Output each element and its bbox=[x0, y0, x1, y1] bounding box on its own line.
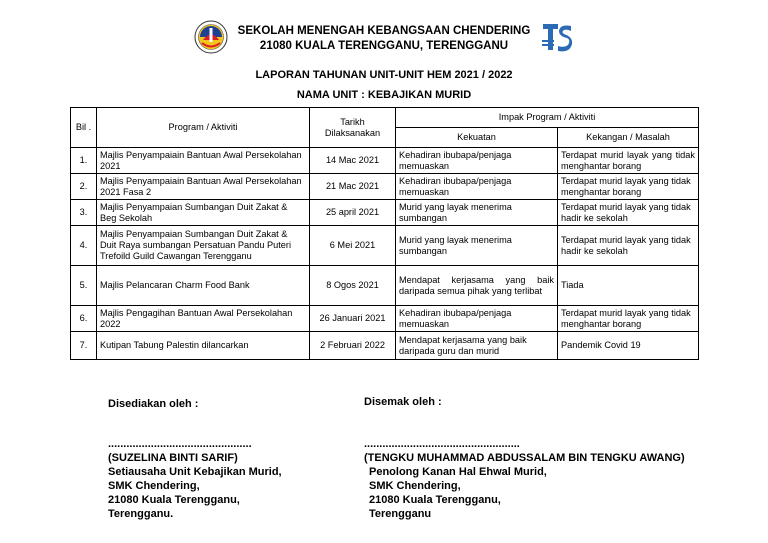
cell-program: Majlis Penyampaian Sumbangan Duit Zakat & Beg Sekolah bbox=[97, 200, 310, 226]
cell-program: Majlis Penyampaian Sumbangan Duit Zakat & Duit Raya sumbangan Persatuan Pandu Puteri Trefoild Guild Cawangan Terengganu bbox=[97, 226, 310, 266]
school-header bbox=[228, 24, 540, 54]
checked-by-block bbox=[364, 395, 685, 521]
prepared-by-block bbox=[108, 397, 282, 521]
cell-kekuatan: Kehadiran ibubapa/penjaga memuaskan bbox=[396, 174, 558, 200]
cell-kekuatan: Kehadiran ibubapa/penjaga memuaskan bbox=[396, 148, 558, 174]
header-program: Program / Aktiviti bbox=[97, 108, 310, 148]
checked-state: Terengganu bbox=[369, 508, 432, 520]
signature-dotted-line: ................................................... bbox=[364, 438, 520, 450]
table-row bbox=[71, 332, 699, 360]
header-kekangan: Kekangan / Masalah bbox=[558, 128, 699, 148]
cell-tarikh: 2 Februari 2022 bbox=[310, 332, 396, 360]
cell-bil: 6. bbox=[71, 306, 97, 332]
cell-kekangan: Terdapat murid layak yang tidak menghantar borang bbox=[558, 306, 699, 332]
checked-city: 21080 Kuala Terengganu, bbox=[369, 494, 501, 506]
cell-kekangan: Terdapat murid layak yang tidak menghantar borang bbox=[558, 174, 699, 200]
cell-tarikh: 21 Mac 2021 bbox=[310, 174, 396, 200]
activity-table bbox=[70, 107, 699, 360]
cell-bil: 2. bbox=[71, 174, 97, 200]
table-row bbox=[71, 174, 699, 200]
cell-kekuatan: Mendapat kerjasama yang baik daripada guru dan murid bbox=[396, 332, 558, 360]
cell-tarikh: 6 Mei 2021 bbox=[310, 226, 396, 266]
cell-program: Majlis Pelancaran Charm Food Bank bbox=[97, 266, 310, 306]
cell-kekuatan: Murid yang layak menerima sumbangan bbox=[396, 200, 558, 226]
cell-kekuatan: Kehadiran ibubapa/penjaga memuaskan bbox=[396, 306, 558, 332]
cell-tarikh: 25 april 2021 bbox=[310, 200, 396, 226]
cell-program: Majlis Penyampaiain Bantuan Awal Persekolahan 2021 bbox=[97, 148, 310, 174]
cell-bil: 5. bbox=[71, 266, 97, 306]
signature-dotted-line: ............................................... bbox=[108, 438, 252, 450]
prepared-school: SMK Chendering, bbox=[108, 480, 200, 492]
cell-kekuatan: Mendapat kerjasama yang baik daripada semua pihak yang terlibat bbox=[396, 266, 558, 306]
cell-kekangan: Terdapat murid layak yang tidak hadir ke sekolah bbox=[558, 226, 699, 266]
cell-bil: 7. bbox=[71, 332, 97, 360]
unit-name: NAMA UNIT : KEBAJIKAN MURID bbox=[296, 89, 472, 101]
prepared-name: (SUZELINA BINTI SARIF) bbox=[108, 452, 238, 464]
header-impak: Impak Program / Aktiviti bbox=[396, 108, 699, 128]
cell-kekangan: Tiada bbox=[558, 266, 699, 306]
ts-emblem-icon bbox=[540, 20, 574, 54]
school-address: 21080 KUALA TERENGGANU, TERENGGANU bbox=[259, 40, 509, 52]
cell-tarikh: 8 Ogos 2021 bbox=[310, 266, 396, 306]
table-row bbox=[71, 148, 699, 174]
table-row bbox=[71, 306, 699, 332]
cell-program: Majlis Penyampaiain Bantuan Awal Persekolahan 2021 Fasa 2 bbox=[97, 174, 310, 200]
cell-kekangan: Terdapat murid layak yang tidak menghantar borang bbox=[558, 148, 699, 174]
prepared-position: Setiausaha Unit Kebajikan Murid, bbox=[108, 466, 282, 478]
cell-kekangan: Terdapat murid layak yang tidak hadir ke sekolah bbox=[558, 200, 699, 226]
cell-tarikh: 14 Mac 2021 bbox=[310, 148, 396, 174]
prepared-label: Disediakan oleh : bbox=[108, 398, 199, 410]
school-name: SEKOLAH MENENGAH KEBANGSAAN CHENDERING bbox=[237, 25, 531, 37]
cell-bil: 3. bbox=[71, 200, 97, 226]
cell-kekuatan: Murid yang layak menerima sumbangan bbox=[396, 226, 558, 266]
cell-bil: 4. bbox=[71, 226, 97, 266]
header-kekuatan: Kekuatan bbox=[396, 128, 558, 148]
prepared-state: Terengganu. bbox=[108, 508, 174, 520]
cell-bil: 1. bbox=[71, 148, 97, 174]
report-heading bbox=[0, 68, 768, 102]
checked-position: Penolong Kanan Hal Ehwal Murid, bbox=[369, 466, 547, 478]
cell-program: Majlis Pengagihan Bantuan Awal Persekolahan 2022 bbox=[97, 306, 310, 332]
prepared-city: 21080 Kuala Terengganu, bbox=[108, 494, 240, 506]
checked-school: SMK Chendering, bbox=[369, 480, 461, 492]
header-bil: Bil . bbox=[71, 108, 97, 148]
table-row bbox=[71, 226, 699, 266]
cell-kekangan: Pandemik Covid 19 bbox=[558, 332, 699, 360]
school-crest-icon bbox=[194, 20, 228, 54]
table-row bbox=[71, 266, 699, 306]
checked-name: (TENGKU MUHAMMAD ABDUSSALAM BIN TENGKU AWANG) bbox=[364, 452, 685, 464]
header-tarikh: Tarikh Dilaksanakan bbox=[310, 108, 396, 148]
cell-tarikh: 26 Januari 2021 bbox=[310, 306, 396, 332]
table-row bbox=[71, 200, 699, 226]
checked-label: Disemak oleh : bbox=[364, 396, 442, 408]
report-title: LAPORAN TAHUNAN UNIT-UNIT HEM 2021 / 2022 bbox=[255, 69, 513, 81]
cell-program: Kutipan Tabung Palestin dilancarkan bbox=[97, 332, 310, 360]
